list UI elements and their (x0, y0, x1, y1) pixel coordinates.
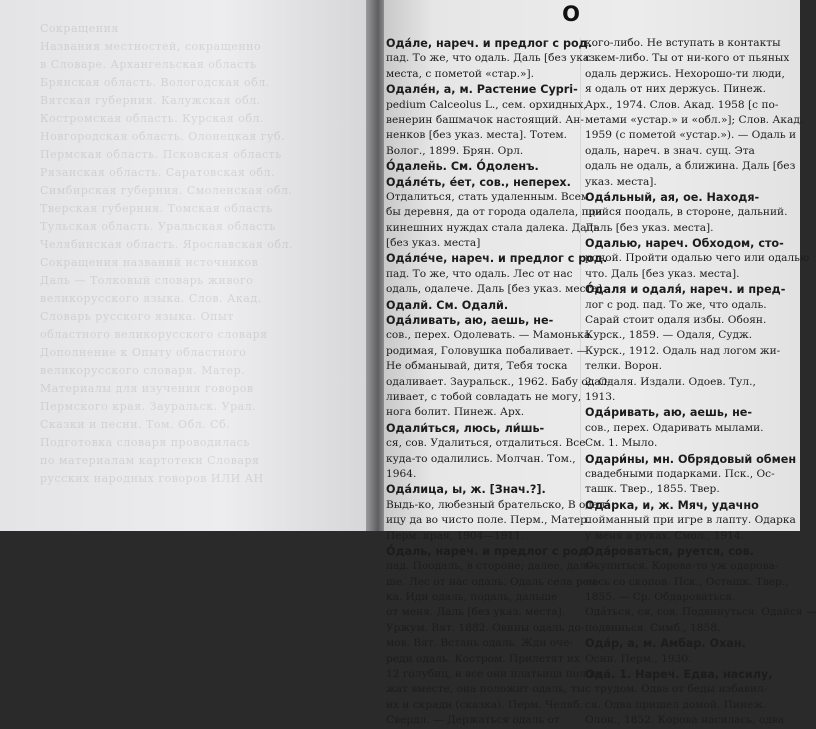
entry-text-line: от меня. Даль [без указ. места]. (386, 606, 566, 619)
entry-text-line: 1964. (386, 467, 417, 480)
entry-text-line: ка. Иди одаль, подаль, дальше (386, 591, 558, 604)
entry-text-line: Осин. Перм., 1930. (585, 652, 692, 665)
entry-headword-line: О́дален̆ь. См. О́доленъ. (386, 160, 539, 174)
bleed-through-line: Сокращения названий источников (40, 256, 259, 269)
entry-text-line: сов., перех. Одолевать. — Мамонька (386, 329, 591, 342)
entry-headword-line: О́даль, нареч. и предлог с род. (386, 544, 592, 558)
entry-text-line: нога болит. Пинеж. Арх. (386, 406, 525, 419)
entry-text-line: Курск., 1912. Одаль над логом жи- (585, 344, 781, 357)
entry-text-line: кинешних нуждах стала далека. Даль (386, 221, 600, 234)
entry-text-line: телки. Ворон. (585, 360, 663, 373)
entry-headword-line: Одалй. См. Одалй. (386, 298, 509, 312)
bleed-through-line: Вятская губерния. Калужская обл. (40, 94, 261, 107)
entry-text-line: Курск., 1859. — Одаля, Судж. (585, 329, 753, 342)
entry-text-line: сов., перех. Одаривать мылами. (585, 421, 764, 434)
entry-text-line: указ. места]. (585, 175, 657, 188)
entry-text-line: одаль, одалече. Даль [без указ. места]. (386, 283, 606, 296)
entry-text-line: Даль [без указ. места]. (585, 221, 714, 234)
entry-text-line: мов. Вят. Встань одаль. Жди оче- (386, 637, 574, 650)
bleed-through-line: Симбирская губерния. Смоленская обл. (40, 184, 293, 197)
bleed-through-line: Брянская область. Вологодская обл. (40, 76, 270, 89)
entry-text-line: 1855. — Ср. Обдароваться. (585, 591, 736, 604)
entry-headword-line: Ода́ле, нареч. и предлог с род. (386, 37, 592, 50)
bleed-through-line: русских народных говоров ИЛИ АН (40, 472, 264, 485)
entry-text-line: Волог., 1899. Брян. Орл. (386, 144, 524, 157)
header-letter: О (562, 2, 580, 26)
bleed-through-line: Материалы для изучения говоров (40, 382, 254, 395)
bleed-through-text (40, 20, 340, 488)
bleed-through-line: Костромская область. Курская обл. (40, 112, 264, 125)
entry-headword-line: Ода́лица, ы, ж. [Знач.?]. (386, 483, 546, 497)
entry-headword-line: Ода́роваться, руется, сов. (585, 544, 754, 558)
entry-text-line: ташк. Твер., 1855. Твер. (585, 483, 720, 496)
entry-text-line: ше. Лес от нас одаль. Одаль села реч- (386, 575, 600, 588)
entry-text-line: с кем-либо. Ты от ни-кого от пьяных (585, 52, 790, 65)
bleed-through-line: областного великорусского словаря (40, 328, 268, 341)
entry-headword-line: Ода́ле́че, нареч. и предлог с род. (386, 252, 608, 266)
entry-headword-line: Ода́ле́ть, е́ет, сов., неперех. (386, 175, 571, 189)
bleed-through-line: Словарь русского языка. Опыт (40, 310, 234, 323)
entry-headword-line: Ода́ливать, аю, аешь, не- (386, 314, 554, 328)
entry-text-line: у меня в руках. Смол., 1914. (585, 529, 745, 542)
bleed-through-line: Челябинская область. Ярославская обл. (40, 238, 293, 251)
entry-text-line: Отдалиться, стать удаленным. Всем (386, 190, 590, 203)
entry-text-line: их и скради (сказка). Перм. Челяб. (386, 698, 583, 711)
entry-headword-line: Ода́льный, ая, ое. Находя- (585, 190, 760, 204)
bleed-through-line: великорусского словаря. Матер. (40, 364, 246, 377)
bleed-through-line: Тульская область. Уральская область (40, 220, 276, 233)
entry-text-line: См. 1. Мыло. (585, 437, 658, 450)
entry-text-line: пад. То же, что одаль. Лес от нас (386, 267, 573, 280)
entry-text-line: свадебными подарками. Пск., Ос- (585, 467, 775, 480)
bleed-through-line: Пермского края. Зауральск. Урал. (40, 400, 257, 413)
entry-headword-line: Ода́. 1. Нареч. Едва, насилу, (585, 668, 773, 682)
entry-headword-line: О́даля и одаля́, нареч. и пред- (585, 283, 786, 297)
entry-text-line: щийся поодаль, в стороне, дальний. (585, 206, 788, 219)
entry-text-line: лог с род. пад. То же, что одаль. (585, 298, 767, 311)
bleed-through-line: Сокращения (40, 22, 119, 35)
entry-text-line: 12 голубиц, и все они платьица полож- (386, 668, 606, 681)
entry-text-line: жат вместе, она положит одаль, ты (386, 683, 586, 696)
entry-text-line: Арх., 1974. Слов. Акад. 1958 [с по- (585, 98, 779, 111)
entry-text-line: Олон., 1852. Корова насилась, одва (585, 714, 785, 727)
bleed-through-line: Пермская область. Псковская область (40, 148, 282, 161)
bleed-through-line: Названия местностей, сокращенно (40, 40, 262, 53)
entry-text-line: пад. Поодаль, в стороне; далее, даль- (386, 560, 596, 573)
entry-text-line: ицу да во чисто поле. Перм., Матер. (386, 514, 591, 527)
entry-text-line: Уржум. Вят. 1882. Овины одаль до- (386, 621, 585, 634)
entry-text-line: Перм. края, 1904—1911. (386, 529, 525, 542)
bleed-through-line: великорусского языка. Слов. Акад. (40, 292, 262, 305)
entry-headword-line: Одали́ться, люсь, ли́шь- (386, 421, 545, 435)
entry-headword-line: Ода́ривать, аю, аешь, не- (585, 406, 753, 420)
entry-text-line: венерин башмачок настоящий. Ан- (386, 113, 584, 126)
bleed-through-line: Подготовка словаря проводилась (40, 436, 250, 449)
bleed-through-line: Сказки и песни. Том. Обл. Сб. (40, 418, 231, 431)
entry-text-line: 2. Одаля. Издали. Одоев. Тул., (585, 375, 756, 388)
entry-headword-line: Одари́ны, мн. Обрядовый обмен (585, 452, 797, 466)
entry-text-line: ся, сов. Удалиться, отдалиться. Все (386, 437, 586, 450)
entry-headword-line: Ода́р, а, м. Амбар. Охан. (585, 637, 746, 651)
bleed-through-line: Дополнение к Опыту областного (40, 346, 247, 359)
entry-headword-line: Ода́рка, и, ж. Мяч, удачно (585, 498, 759, 512)
entry-text-line: 1959 (с пометой «устар.»). — Одаль и (585, 129, 797, 142)
entry-text-line: pedium Calceolus L., сем. орхидных, (386, 98, 587, 111)
entry-text-line: подвинься. Симб., 1858. (585, 621, 721, 634)
entry-text-line: одаливает. Зауральск., 1962. Бабу одал- (386, 375, 611, 388)
entry-text-line: Ода́ться, ся, сов. Подвинуться. Одайся — (585, 606, 816, 619)
left-page (0, 0, 372, 531)
bleed-through-line: Тверская губерния. Томская область (40, 202, 273, 215)
bleed-through-line: в Словаре. Архангельская область (40, 58, 257, 71)
bleed-through-line: Даль — Толковый словарь живого (40, 274, 254, 287)
entry-text-line: реди одаль. Костром. Прилетят их (386, 652, 580, 665)
entry-text-line: Окупиться. Корова-то уж одарова- (585, 560, 779, 573)
entry-text-line: с трудом. Одва от беды избавил- (585, 683, 768, 696)
entry-text-line: роной. Пройти одалью чего или одалью (585, 252, 810, 265)
entry-headword-line: Одале́н, а, м. Растение Cypri- (386, 83, 578, 97)
entry-text-line: [без указ. места] (386, 237, 481, 250)
entry-text-line: одаль, нареч. в знач. сущ. Эта (585, 144, 755, 157)
entry-text-line: ся. Одва пришел домой. Пинеж. (585, 698, 767, 711)
bleed-through-line: Рязанская область. Саратовская обл. (40, 166, 276, 179)
bleed-through-line: по материалам картотеки Словаря (40, 454, 260, 467)
entry-text-line: одаль не одаль, а ближина. Даль [без (585, 160, 796, 173)
bleed-through-line: Новгородская область. Олонецкая губ. (40, 130, 286, 143)
entry-text-line: ливает, с тобой совладать не могу, (386, 390, 582, 403)
dictionary-column-2 (585, 36, 816, 729)
entry-text-line: одаль держись. Нехорошо-ти люди, (585, 67, 785, 80)
entry-text-line: Не обманывай, дитя, Тебя тоска (386, 360, 568, 373)
entry-text-line: родимая, Головушка побаливает. — (386, 344, 588, 357)
entry-text-line: Свердл. — Держаться одаль от (386, 714, 560, 727)
entry-text-line: я одаль от них держусь. Пинеж. (585, 83, 766, 96)
entry-text-line: Выдь-ко, любезный брательско, В одал- (386, 498, 609, 511)
entry-headword-line: Одалью, нареч. Обходом, сто- (585, 237, 784, 251)
entry-text-line: бы деревня, да от города одалела, при (386, 206, 603, 219)
entry-text-line: метами «устар.» и «обл.»]; Слов. Акад. (585, 113, 804, 126)
entry-text-line: ненков [без указ. места]. Тотем. (386, 129, 567, 142)
entry-text-line: пойманный при игре в лапту. Одарка (585, 514, 796, 527)
entry-text-line: 1913. (585, 390, 616, 403)
entry-text-line: Сарай стоит одаля избы. Обоян. (585, 314, 767, 327)
entry-text-line: пад. То же, что одаль. Даль [без указ. (386, 52, 599, 65)
entry-text-line: лась со скопов. Пск., Осташк. Твер., (585, 575, 789, 588)
entry-text-line: кого-либо. Не вступать в контакты (585, 37, 781, 49)
entry-text-line: куда-то одалились. Молчан. Том., (386, 452, 576, 465)
entry-text-line: места, с пометой «стар.»]. (386, 67, 534, 80)
entry-text-line: что. Даль [без указ. места]. (585, 267, 740, 280)
